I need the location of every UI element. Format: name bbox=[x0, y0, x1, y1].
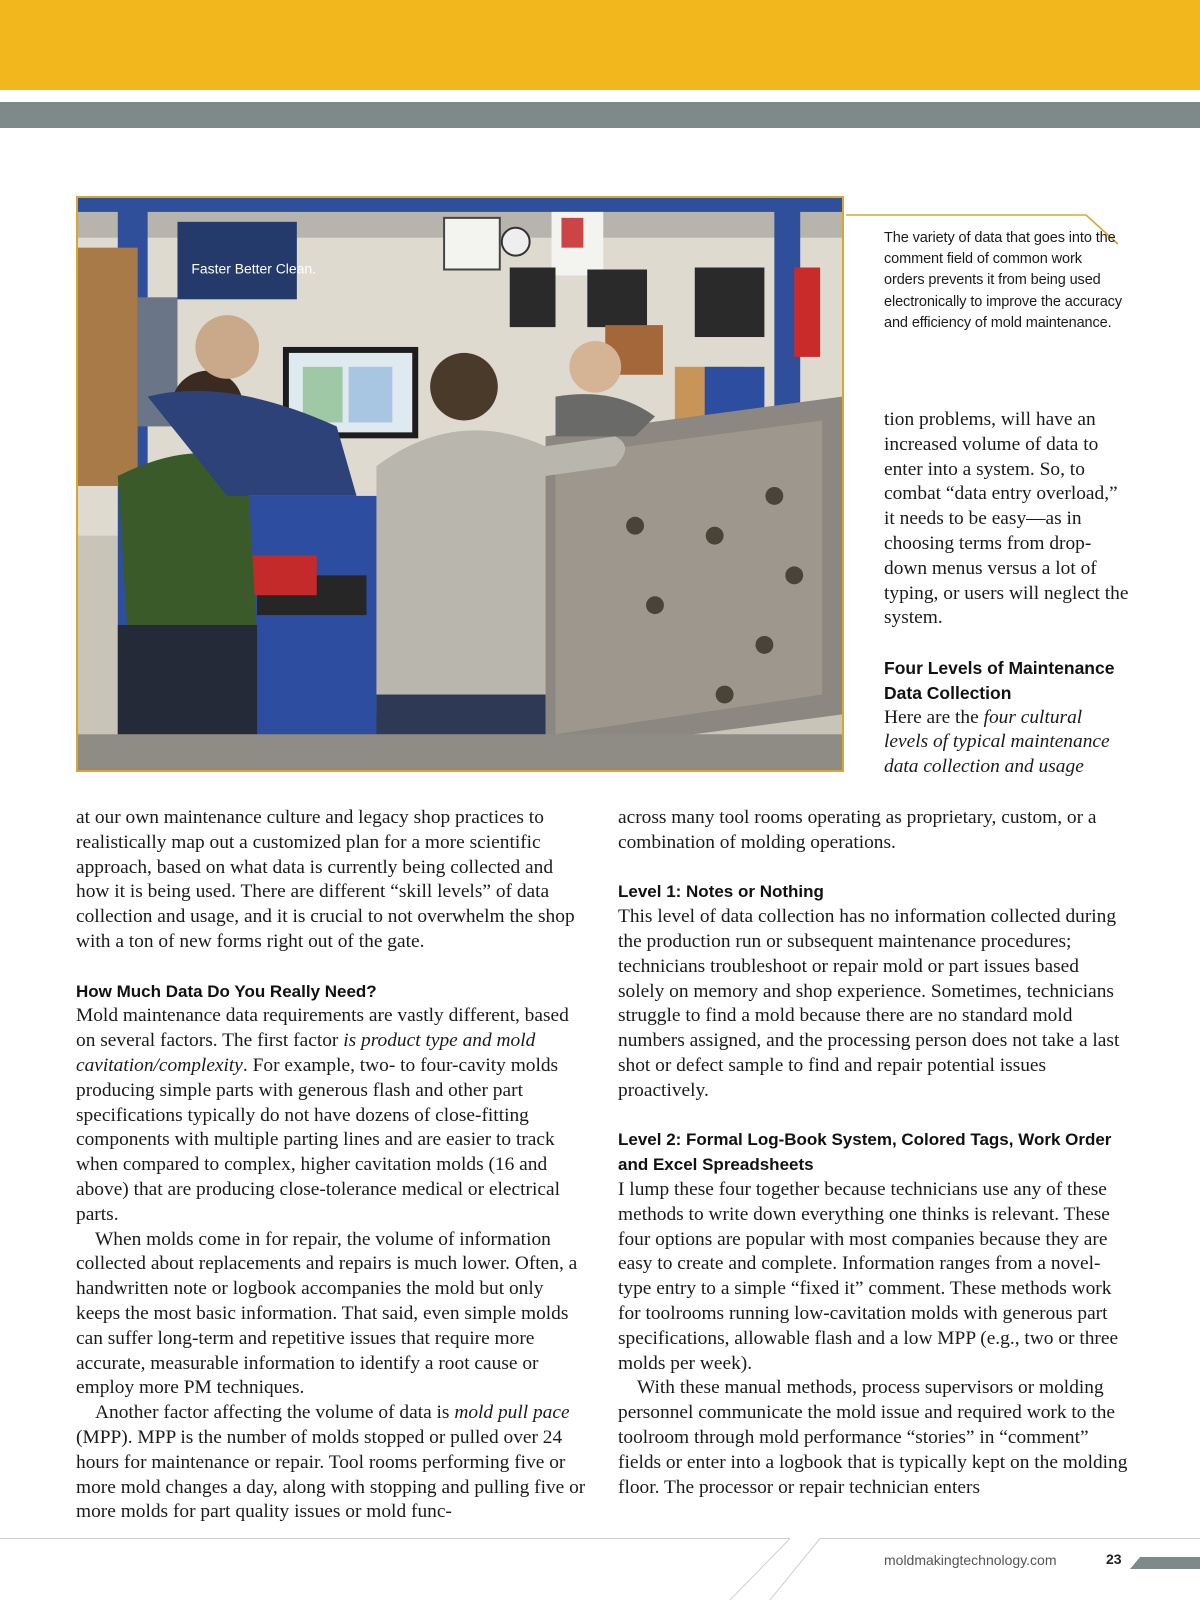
header-gray-band bbox=[0, 102, 1200, 128]
page-number: 23 bbox=[1106, 1551, 1122, 1567]
paragraph: When molds come in for repair, the volume of information collected about replacements and repairs is much lower. Often, a handwritten note or logbook accompanies the mold but only keeps the most basic information. That said, even simple molds can suffer long-term and repetitive issues that require more accurate, measurable information to identify a root cause or employ more PM techniques. bbox=[76, 1228, 578, 1399]
text-run: (MPP). MPP is the number of molds stopped or pulled over 24 hours for maintenance or repair. Tool rooms performing five or more mold changes a day, along with stopping and pulling five or more molds for part quality issues or mold func- bbox=[76, 1426, 586, 1523]
text-run: Mold maintenance data requirements are vastly different, based on several factors. The first factor bbox=[76, 1005, 569, 1052]
emphasis-run: mold pull pace bbox=[454, 1402, 570, 1424]
paragraph: I lump these four together because technicians use any of these methods to write down everything one thinks is relevant. These four options are popular with most companies because they are easy to create and complete. Information ranges from a novel-type entry to a simple “fixed it” comment. These methods work for toolrooms running low-cavitation molds with generous part specifications, allowable flash and a low MPP (e.g., two or three molds per week). bbox=[618, 1178, 1119, 1374]
workshop-photo bbox=[76, 196, 844, 772]
emphasis-run: four cultural levels of typical maintenance data collection and usage bbox=[884, 706, 1110, 778]
emphasis-run: is product type and mold cavitation/complexity bbox=[76, 1030, 536, 1076]
paragraph bbox=[884, 706, 1130, 780]
paragraph bbox=[76, 1004, 586, 1227]
header-yellow-band bbox=[0, 0, 1200, 90]
text-run: Another factor affecting the volume of data is bbox=[95, 1402, 455, 1424]
paragraph bbox=[76, 1401, 586, 1525]
workshop-photo-icon bbox=[78, 198, 842, 770]
section-heading: How Much Data Do You Really Need? bbox=[76, 981, 377, 1001]
section-heading: Level 1: Notes or Nothing bbox=[618, 882, 824, 902]
footer-tab-mark bbox=[1130, 1557, 1200, 1569]
right-top-column bbox=[884, 408, 1130, 780]
paragraph: This level of data collection has no information collected during the production run or subsequent maintenance procedures; technicians troubleshoot or repair mold or part issues based solely on memory and shop experience. Sometimes, technicians struggle to find a mold because there are no standard mold numbers assigned, and the processing person does not take a last shot or defect sample to find and repair potential issues proactively. bbox=[618, 906, 1120, 1101]
section-heading: Level 2: Formal Log-Book System, Colored Tags, Work Order and Excel Spreadsheets bbox=[618, 1130, 1112, 1175]
left-column bbox=[76, 806, 586, 1525]
right-column bbox=[618, 806, 1128, 1500]
paragraph: tion problems, will have an increased volume of data to enter into a system. So, to combat “data entry overload,” it needs to be easy—as in choosing terms from drop-down menus versus a lot of typing, or users will neglect the system. bbox=[884, 409, 1129, 629]
section-heading: Four Levels of Maintenance Data Collection bbox=[884, 657, 1115, 703]
poster-text: Faster Better Clean. bbox=[191, 260, 316, 277]
photo-caption: The variety of data that goes into the comment field of common work orders prevents it from being used electronically to improve the accuracy and efficiency of mold maintenance. bbox=[884, 230, 1122, 331]
paragraph: across many tool rooms operating as proprietary, custom, or a combination of molding operations. bbox=[618, 807, 1097, 853]
text-run: . For example, two- to four-cavity molds producing simple parts with generous flash and other part specifications typically do not have dozens of close-fitting components with multiple parting lines and are easier to track when compared to complex, higher cavitation molds (16 and above) that are producing close-tolerance medical or electrical parts. bbox=[76, 1054, 560, 1225]
paragraph: With these manual methods, process supervisors or molding personnel communicate the mold issue and required work to the toolroom through mold performance “stories” in “comment” fields or enter into a logbook that is typically kept on the molding floor. The processor or repair technician enters bbox=[618, 1377, 1128, 1498]
text-run: Here are the bbox=[884, 706, 984, 728]
footer-rule bbox=[0, 1538, 1200, 1600]
paragraph: at our own maintenance culture and legacy shop practices to realistically map out a customized plan for a more scientific approach, based on what data is currently being collected and how it is being used. There are different “skill levels” of data collection and usage, and it is crucial to not overwhelm the shop with a ton of new forms right out of the gate. bbox=[76, 807, 575, 952]
footer-website: moldmakingtechnology.com bbox=[884, 1552, 1057, 1568]
